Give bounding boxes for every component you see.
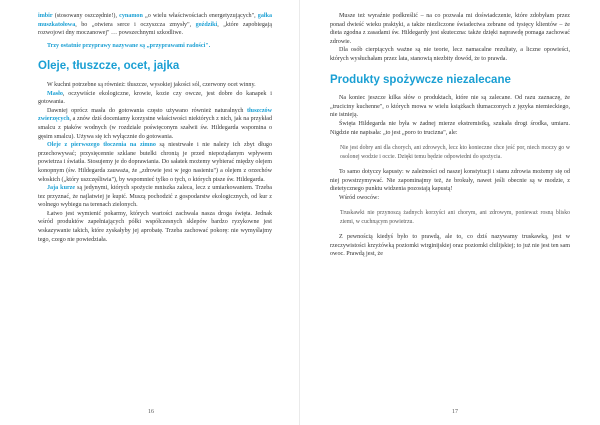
- quote-strawberries: Truskawki nie przynoszą żadnych korzyści ani chorym, ani zdrowym, ponieważ rosną blisko ziemi, w cuchnącym powietrzu.: [340, 210, 570, 225]
- paragraph-kitchen: W kuchni potrzebne są również: tłuszcze, wysokiej jakości sól, czerwony ocet winny.: [47, 81, 256, 88]
- paragraph-eggs: [38, 184, 272, 210]
- paragraph-cabbage: To samo dotyczy kapusty: w zależności od naszej konstytucji i stanu zdrowia możemy się od niej powstrzymywać. Nie zapominajmy też, że brokuły, nawet jeśli obecnie są w modzie, z dietetycznego punktu widzenia pozostają kapustą!: [330, 168, 570, 193]
- paragraph-intro-not-recommended: Na koniec jeszcze kilka słów o produktach, które nie są zalecane. Od razu zaznaczę, że „truciciny kuchenne", o których mowa w wielu książkach tłumaczonych z języka niemieckiego, nie istnieją.: [330, 95, 570, 119]
- intro-text-3: , bo „otwiera serce i oczyszcza zmysły",: [75, 21, 196, 28]
- intro-text-1: (stosowany oszczędnie!),: [52, 13, 120, 19]
- fats-text-2: , a znów dziś doceniamy korzystne właściwości niektórych z nich, jak na przykład smalcu z ptaków wodnych (w rozdziale poświęconym szałwii św. Hildegarda wspomina o gęsim smalcu). Używa się ich wyłącznie do gotowania.: [38, 116, 272, 140]
- paragraph-animal-fats: [38, 107, 272, 141]
- intro-text-2: „o wielu właściwościach energetyzujących",: [142, 13, 258, 19]
- term-maslo: Masło: [47, 90, 63, 97]
- paragraph-fruits: Wśród owoców:: [339, 194, 380, 201]
- right-text-column: [330, 12, 570, 259]
- paragraph-experience: Musze też wyraźnie podkreślić – na co pozwala mi doświadczenie, które zdobyłam przez ponad dwieść wieku praktyki, a także niezliczone świadectwa zebrane od tysięcy klientów – że dieta zgodna z zasadami św. Hildegardy jest skuteczna: także dzięki naprawdę pomaga zachować zdrowie.: [330, 13, 570, 45]
- paragraph-results: Dla osób cierpiących ważne są nie teorie, lecz namacalne rezultaty, a liczne opowieści, których wysłuchałam przez lata, stanowią niezbity dowód, że to prawda.: [330, 47, 570, 62]
- term-jaja: Jaja kurze: [47, 185, 76, 192]
- paragraph-strawberry-history: Z pewnością kiedyś było to prawdą, ale to, co dziś nazywamy truskawką, jest w rzeczywistości krzyżówką poziomki wirginijskiej oraz poziomki chilijskiej; to już nie jest ten sam owoc. Prawdą jest, że: [330, 234, 570, 258]
- eggs-text: są jedynymi, których spożycie mniszka zaleca, lecz z umiarkowaniem. Trzeba tez przyznać, że najlatwiej je kupić. Muszą pochodzić z gospodarstw ekologicznych, od kur z wolnego wybiegu na terenach zielonych.: [38, 185, 272, 209]
- paragraph-butter: [38, 90, 272, 107]
- spice-gozdziki: goździki: [195, 21, 218, 28]
- paragraph-conclusion: Łatwo jest wymienić pokarmy, których wartości zachwala nasza droga święta. Jednak wśród produktów zapełniających półki współczesnych sklepów bardzo ryzykowne jest wskazywanie takich, które zyskałyby jej aprobatę. Trzeba zachować pokorę: nie wymyślajmy tego, czego nie powiedziała.: [38, 210, 272, 243]
- page-number-right: 17: [452, 409, 458, 415]
- paragraph-moderation: Święta Hildegarda nie była w żadnej mierze ekstremistką, szukała drogi środka, umiaru. Nigdzie nie napisała: „to jest „poro to trucizna", ale:: [330, 120, 570, 136]
- butter-text: , oczywiście ekologiczne, krowie, kozie czy owcze, jest dobre do kanapek i gotowania.: [38, 90, 272, 106]
- term-tluszcze: tłuszczów zwierzęcych: [38, 107, 272, 123]
- quote-leek: Nie jest dobry ani dla chorych, ani zdrowych, lecz kto konieczne chce jeść por, niech moczy go w osolonej wodzie i occie. Dzięki temu będzie odpowiedni do spożycia.: [340, 145, 570, 160]
- spice-cynamon: cynamon: [119, 13, 143, 19]
- intro-text-4: , „które zapobiegają rozwojowi dny moczanowej" … powszechnymi szkodliwe.: [38, 21, 272, 37]
- page-number-left: 16: [148, 409, 154, 415]
- section-heading-not-recommended: Produkty spożywcze niezalecane: [330, 73, 511, 86]
- spice-galka: gałka muszkatołowa: [38, 13, 273, 28]
- fats-text-1: Dawniej oprócz masła do gotowania często używano również naturalnych: [47, 107, 247, 114]
- intro-paragraph: [38, 12, 272, 38]
- highlight-sentence: Trzy ostatnie przyprawy nazywane są „przyprawami radości".: [47, 42, 211, 49]
- paragraph-oils: [38, 141, 272, 184]
- right-page: [300, 0, 600, 425]
- term-oleje: Oleje z pierwszego tłoczenia na zimno: [47, 142, 156, 149]
- spice-imbir: imbir: [38, 13, 53, 19]
- section-heading-oils: Oleje, tłuszcze, ocet, jajka: [38, 60, 180, 73]
- left-text-column: [38, 12, 272, 244]
- oils-text: są niestrwałe i nie należy ich zbyt długo przechowywać; przysięcennie szklane butelki chronią je przed niepożądanym wpływem powietrza i światła. Stosujemy je do doprawiania. Do sałatek możemy wybierać między olejem konopnym (św. Hildegarda zauważa, że „zdrowie jest w jego nasieniu") a olejem z orzechów włoskich („który uszczęśliwia"), by wspomnieć tylko o tych, o których pisze św. Hildegarda.: [38, 142, 272, 183]
